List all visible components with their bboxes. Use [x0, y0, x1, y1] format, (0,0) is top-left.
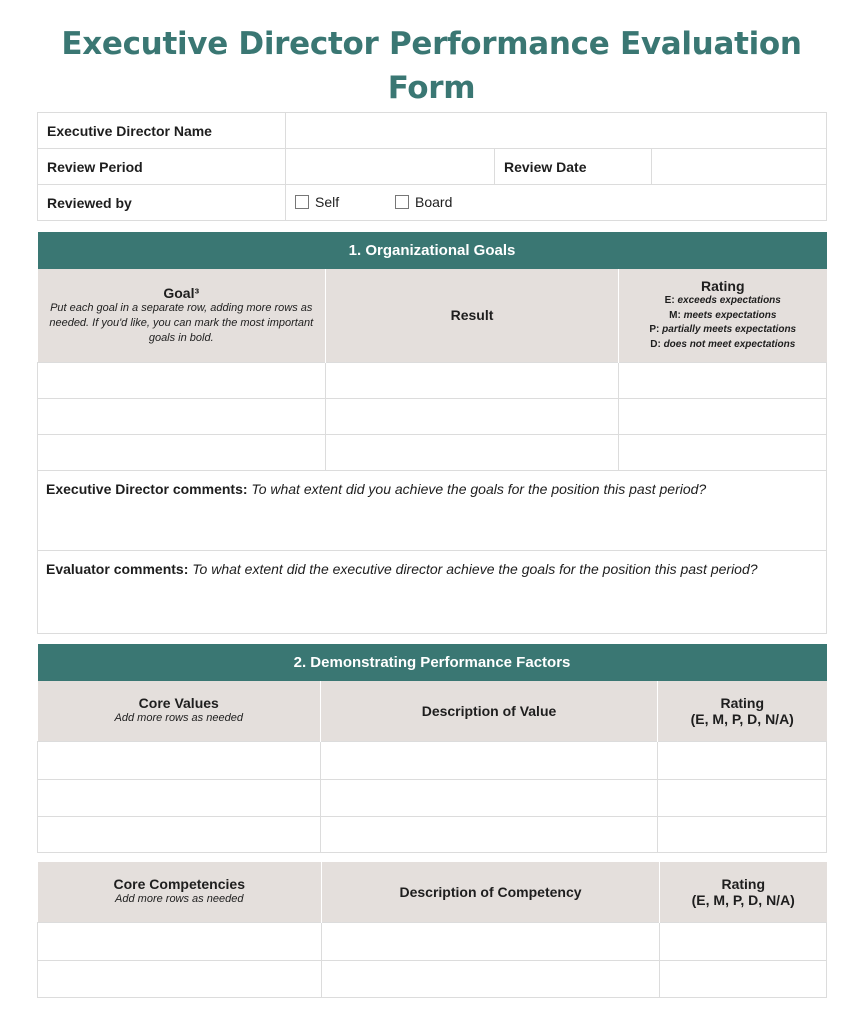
value-cell[interactable]	[38, 741, 321, 779]
rating-cell[interactable]	[619, 398, 827, 434]
values-note: Add more rows as needed	[114, 712, 243, 725]
section1-table	[37, 232, 827, 634]
value-desc-cell[interactable]	[321, 779, 658, 816]
comp-rating-cell[interactable]	[660, 960, 827, 997]
comp-desc-header-cell	[322, 862, 660, 922]
table-row	[38, 741, 827, 779]
result-cell[interactable]	[326, 362, 619, 398]
eval-comments-label: Evaluator comments:	[46, 560, 189, 577]
value-desc-header: Description of Value	[421, 702, 557, 719]
values-header-cell	[38, 681, 321, 741]
title-line-2: Form	[387, 70, 476, 106]
comp-cell[interactable]	[38, 922, 322, 960]
comp-note: Add more rows as needed	[115, 893, 244, 906]
rating-key-d: D: does not meet expectations	[650, 338, 796, 350]
goal-cell[interactable]	[38, 398, 326, 434]
comp-desc-cell[interactable]	[322, 960, 660, 997]
ed-comments-cell[interactable]	[38, 470, 827, 550]
checkbox-icon	[295, 195, 309, 209]
result-cell[interactable]	[326, 398, 619, 434]
goal-note: Put each goal in a separate row, adding more rows as needed. If you'd like, you can mark the most important goals in bold.	[49, 301, 314, 344]
goal-cell[interactable]	[38, 362, 326, 398]
eval-comments-cell[interactable]	[38, 550, 827, 633]
result-header-cell	[326, 269, 619, 362]
value-rating-cell[interactable]	[658, 779, 827, 816]
reviewed-by-options	[286, 185, 827, 221]
values-rating-header-cell	[658, 681, 827, 741]
info-table	[37, 112, 827, 221]
checkbox-icon	[395, 195, 409, 209]
rating-header-cell	[619, 269, 827, 362]
rating-header: Rating	[700, 278, 745, 295]
section2-heading: 2. Demonstrating Performance Factors	[38, 644, 827, 681]
values-rating-header: Rating	[720, 694, 765, 711]
values-header: Core Values	[138, 695, 219, 712]
rating-key-e: E: exceeds expectations	[664, 295, 781, 307]
period-field[interactable]	[286, 149, 495, 185]
value-desc-header-cell	[321, 681, 658, 741]
self-label: Self	[315, 193, 340, 210]
board-checkbox[interactable]	[395, 194, 452, 210]
comp-header: Core Competencies	[113, 876, 245, 893]
core-values-table	[37, 644, 827, 853]
goal-header: Goal³	[163, 284, 200, 301]
result-cell[interactable]	[326, 434, 619, 470]
table-row	[38, 362, 827, 398]
value-desc-cell[interactable]	[321, 741, 658, 779]
value-cell[interactable]	[38, 816, 321, 852]
comp-rating-header: Rating	[721, 875, 766, 892]
date-label: Review Date	[495, 149, 652, 185]
table-row	[38, 922, 827, 960]
rating-cell[interactable]	[619, 434, 827, 470]
comp-header-cell	[38, 862, 322, 922]
comp-rating-options: (E, M, P, D, N/A)	[691, 891, 795, 908]
value-desc-cell[interactable]	[321, 816, 658, 852]
comp-rating-cell[interactable]	[660, 922, 827, 960]
comp-desc-cell[interactable]	[322, 922, 660, 960]
table-row	[38, 960, 827, 997]
table-row	[38, 434, 827, 470]
comp-cell[interactable]	[38, 960, 322, 997]
rating-cell[interactable]	[619, 362, 827, 398]
name-field[interactable]	[286, 113, 827, 149]
table-row	[38, 779, 827, 816]
goal-cell[interactable]	[38, 434, 326, 470]
title-line-1: Executive Director Performance Evaluation	[61, 26, 802, 62]
page-title	[0, 22, 863, 110]
value-cell[interactable]	[38, 779, 321, 816]
rating-key-m: M: meets expectations	[669, 309, 777, 321]
eval-comments-prompt: To what extent did the executive director achieve the goals for the position this past period?	[192, 560, 758, 577]
reviewed-by-label: Reviewed by	[38, 185, 286, 221]
table-row	[38, 398, 827, 434]
date-field[interactable]	[652, 149, 827, 185]
goal-header-cell	[38, 269, 326, 362]
ed-comments-label: Executive Director comments:	[46, 480, 248, 497]
comp-desc-header: Description of Competency	[399, 883, 582, 900]
values-rating-options: (E, M, P, D, N/A)	[690, 710, 794, 727]
period-label: Review Period	[38, 149, 286, 185]
comp-rating-header-cell	[660, 862, 827, 922]
name-label: Executive Director Name	[38, 113, 286, 149]
board-label: Board	[415, 193, 453, 210]
rating-key-p: P: partially meets expectations	[649, 324, 797, 336]
core-competencies-table	[37, 862, 827, 998]
result-header: Result	[450, 307, 494, 324]
value-rating-cell[interactable]	[658, 816, 827, 852]
value-rating-cell[interactable]	[658, 741, 827, 779]
section1-heading: 1. Organizational Goals	[38, 232, 827, 269]
table-row	[38, 816, 827, 852]
ed-comments-prompt: To what extent did you achieve the goals for the position this past period?	[251, 480, 707, 497]
self-checkbox[interactable]	[295, 194, 339, 210]
